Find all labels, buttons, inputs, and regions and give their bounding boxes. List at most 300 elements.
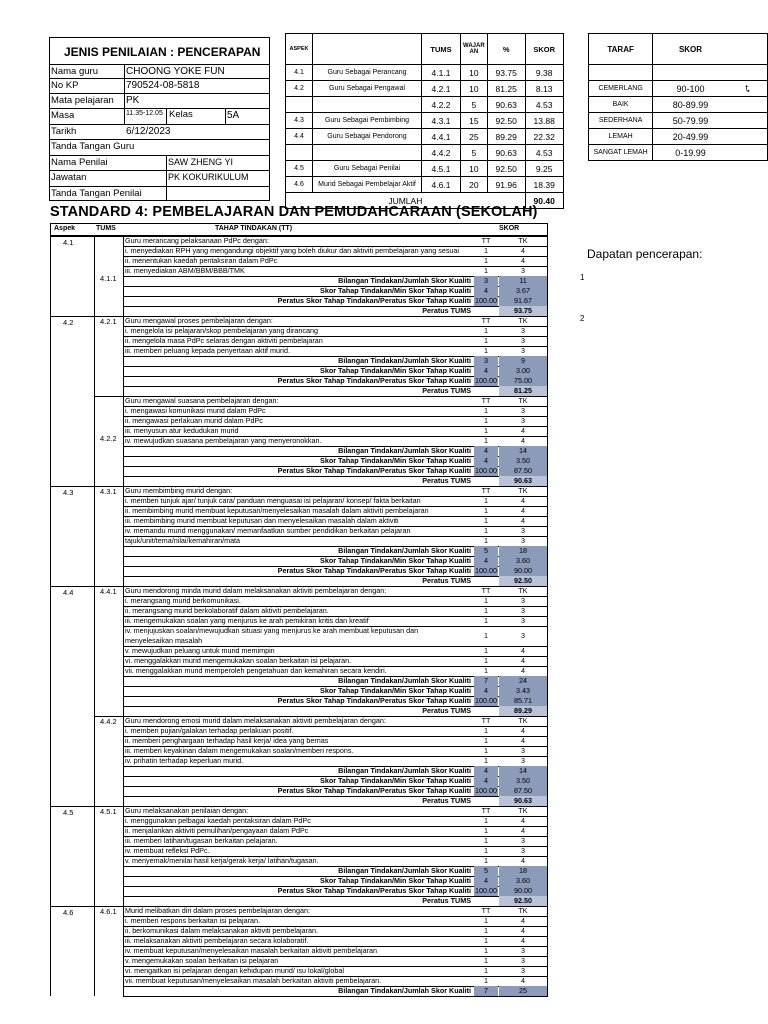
rubric-item-row bbox=[123, 816, 548, 826]
rubric-col-line bbox=[123, 236, 124, 316]
header-taraf-skor: SKOR bbox=[653, 34, 728, 65]
dapatan-label: Dapatan pencerapan: bbox=[587, 247, 703, 261]
rubric-item-tt: 1 bbox=[484, 926, 488, 935]
rubric-item-tk: 3 bbox=[521, 956, 525, 965]
rubric-item-row bbox=[123, 496, 548, 506]
rubric-item-tk: 4 bbox=[521, 246, 525, 255]
rubric-col-line bbox=[50, 806, 51, 906]
rubric-intro-row bbox=[123, 316, 548, 326]
rubric-bil-label: Bilangan Tindakan/Jumlah Skor Kualiti bbox=[338, 986, 471, 995]
rubric-item-tt: 1 bbox=[484, 936, 488, 945]
rubric-item-row bbox=[123, 936, 548, 946]
aspek-cell-percent: 92.50 bbox=[487, 161, 525, 177]
rubric-item-text: iv. membuat refleksi PdPc. bbox=[125, 846, 210, 855]
taraf-row bbox=[589, 113, 768, 129]
rubric-item-tt: 1 bbox=[484, 966, 488, 975]
rubric-item-row bbox=[123, 836, 548, 846]
rubric-item-tk: 4 bbox=[521, 496, 525, 505]
rubric-min-tk: 3.67 bbox=[499, 286, 547, 296]
rubric-tums-value: 90.63 bbox=[499, 796, 547, 806]
rubric-tt-header: TT bbox=[481, 806, 491, 815]
rubric-item-tk: 4 bbox=[521, 646, 525, 655]
rubric-tums-value: 93.75 bbox=[499, 306, 547, 316]
rubric-tt-header: TT bbox=[481, 316, 491, 325]
taraf-marker bbox=[728, 65, 768, 81]
rubric-item-tt: 1 bbox=[484, 426, 488, 435]
rubric-bil-tt: 7 bbox=[474, 676, 498, 686]
rubric-col-line bbox=[123, 716, 124, 806]
aspek-cell-wajaran: 20 bbox=[461, 177, 488, 193]
aspek-cell-skor: 4.53 bbox=[525, 97, 563, 113]
rubric-item-tk: 4 bbox=[521, 436, 525, 445]
standard-title: STANDARD 4: PEMBELAJARAN DAN PEMUDAHCARAAN (SEKOLAH) bbox=[50, 204, 538, 220]
aspek-cell-percent: 90.63 bbox=[487, 145, 525, 161]
rubric-intro-row bbox=[123, 396, 548, 406]
rubric-intro-text: Guru membimbing murid dengan: bbox=[125, 486, 233, 495]
rubric-item-tk: 4 bbox=[521, 826, 525, 835]
rubric-min-tk: 3.50 bbox=[499, 456, 547, 466]
info-row-line bbox=[49, 139, 269, 140]
info-label: Masa bbox=[51, 110, 75, 121]
rubric-per-tt: 100.00 bbox=[475, 296, 497, 305]
rubric-item-text: iv. mewujudkan suasana pembelajaran yang menyeronokkan. bbox=[125, 436, 322, 445]
info-row-line bbox=[49, 155, 269, 156]
rubric-col-line bbox=[547, 806, 548, 906]
info-row-line bbox=[49, 108, 269, 109]
rubric-item-row bbox=[123, 596, 548, 606]
rubric-item-text: iv. menjujuskan soalan/mewujudkan situasi yang menjurus ke arah membuat keputusan dan menyelesaikan masalah bbox=[125, 626, 419, 645]
rubric-col-line bbox=[123, 396, 124, 486]
rubric-bil-tk: 18 bbox=[499, 866, 547, 876]
aspek-cell-tums: 4.2.1 bbox=[422, 81, 461, 97]
rubric-per-row bbox=[123, 786, 548, 796]
rubric-intro-row bbox=[123, 486, 548, 496]
rubric-item-tk: 4 bbox=[521, 726, 525, 735]
header-blank bbox=[313, 34, 422, 65]
rubric-per-row bbox=[123, 886, 548, 896]
aspek-cell-wajaran: 5 bbox=[461, 97, 488, 113]
rubric-tums-row bbox=[123, 576, 548, 586]
taraf-label bbox=[589, 65, 653, 81]
rubric-col-line bbox=[547, 586, 548, 716]
rubric-item-tt: 1 bbox=[484, 836, 488, 845]
header-tums: TUMS bbox=[422, 34, 461, 65]
rubric-per-tt: 100.00 bbox=[475, 696, 497, 705]
rubric-bil-label: Bilangan Tindakan/Jumlah Skor Kualiti bbox=[338, 356, 471, 365]
aspek-row bbox=[286, 65, 564, 81]
rubric-bil-tt: 4 bbox=[474, 446, 498, 456]
rubric-col-line bbox=[94, 716, 95, 806]
rubric-header-tums: TUMS bbox=[96, 225, 116, 232]
rubric-bil-row bbox=[123, 276, 548, 286]
rubric-intro-row bbox=[123, 586, 548, 596]
rubric-item-text: iv. prihatin terhadap keperluan murid. bbox=[125, 756, 244, 765]
rubric-per-row bbox=[123, 566, 548, 576]
rubric-tums-label: Peratus TUMS bbox=[422, 306, 471, 315]
aspek-total-value: 90.40 bbox=[525, 193, 563, 209]
rubric-per-tk: 91.67 bbox=[499, 296, 547, 306]
rubric-item-text: i. memberi tunjuk ajar/ tunjuk cara/ panduan menguasai isi pelajaran/ konsep/ fakta berkaitan bbox=[125, 496, 421, 505]
info-divider-kelas2 bbox=[225, 108, 226, 124]
rubric-intro-text: Guru mendorong minda murid dalam melaksanakan aktiviti pembelajaran dengan: bbox=[125, 586, 387, 595]
rubric-col-line bbox=[50, 236, 51, 316]
info-label: Tarikh bbox=[51, 126, 77, 137]
rubric-header-skor: SKOR bbox=[499, 225, 520, 232]
rubric-min-label: Skor Tahap Tindakan/Min Skor Tahap Kualiti bbox=[320, 556, 471, 565]
rubric-tums: 4.5.1 bbox=[100, 807, 117, 816]
rubric-tk-header: TK bbox=[518, 906, 528, 915]
rubric-tums-value: 92.50 bbox=[499, 576, 547, 586]
aspek-cell-skor: 9.25 bbox=[525, 161, 563, 177]
rubric-col-line bbox=[547, 716, 548, 806]
rubric-item-tk: 4 bbox=[521, 426, 525, 435]
rubric-item-tt: 1 bbox=[484, 496, 488, 505]
taraf-marker: Ꮏ bbox=[728, 81, 768, 97]
info-label: No KP bbox=[51, 80, 79, 91]
rubric-item-row bbox=[123, 626, 548, 646]
rubric-item-row bbox=[123, 756, 548, 766]
rubric-per-tk: 85.71 bbox=[499, 696, 547, 706]
aspek-cell-wajaran: 15 bbox=[461, 113, 488, 129]
rubric-bil-tt: 7 bbox=[474, 986, 498, 996]
rubric-item-tk: 4 bbox=[521, 256, 525, 265]
rubric-item-tt: 1 bbox=[484, 616, 488, 625]
info-row-line bbox=[49, 186, 269, 187]
rubric-item-tt: 1 bbox=[484, 656, 488, 665]
rubric-item-row bbox=[123, 956, 548, 966]
rubric-tums-row bbox=[123, 896, 548, 906]
rubric-item-text: ii. memberi penghargaan terhadap hasil kerja/ idea yang bernas bbox=[125, 736, 329, 745]
rubric-item-text: i. mengelola isi pelajaran/skop pembelajaran yang dirancang bbox=[125, 326, 318, 335]
rubric-intro-row bbox=[123, 906, 548, 916]
taraf-marker bbox=[728, 129, 768, 145]
rubric-item-row bbox=[123, 526, 548, 536]
info-row-line bbox=[49, 124, 269, 125]
taraf-marker bbox=[728, 145, 768, 161]
rubric-col-line bbox=[50, 486, 51, 586]
rubric-intro-text: Guru merancang pelaksanaan PdPc dengan: bbox=[125, 236, 269, 245]
rubric-per-label: Peratus Skor Tahap Tindakan/Peratus Skor Tahap Kualiti bbox=[277, 296, 471, 305]
rubric-min-row bbox=[123, 776, 548, 786]
aspek-total-label: JUMLAH bbox=[286, 193, 526, 209]
info-value-kelas: 5A bbox=[227, 110, 240, 121]
aspek-cell-percent: 92.50 bbox=[487, 113, 525, 129]
rubric-tums-value: 90.63 bbox=[499, 476, 547, 486]
aspek-cell-peranan bbox=[313, 145, 422, 161]
rubric-tums: 4.1.1 bbox=[100, 274, 117, 283]
rubric-item-tt: 1 bbox=[484, 631, 488, 640]
assessment-type-title: JENIS PENILAIAN : PENCERAPAN bbox=[64, 45, 261, 59]
rubric-min-tk: 3.50 bbox=[499, 776, 547, 786]
rubric-tums-value: 92.50 bbox=[499, 896, 547, 906]
rubric-bil-row bbox=[123, 356, 548, 366]
aspek-cell-aspek: 4.1 bbox=[286, 65, 313, 81]
info-label: Tanda Tangan Penilai bbox=[51, 188, 142, 199]
header-taraf: TARAF bbox=[589, 34, 653, 65]
aspek-cell-percent: 90.63 bbox=[487, 97, 525, 113]
rubric-item-row bbox=[123, 326, 548, 336]
rubric-item-text: iii. menyusun atur kedudukan murid bbox=[125, 426, 239, 435]
rubric-item-text: i. mengawasi komunikasi murid dalam PdPc bbox=[125, 406, 266, 415]
rubric-tums-label: Peratus TUMS bbox=[422, 576, 471, 585]
rubric-item-tt: 1 bbox=[484, 736, 488, 745]
taraf-label: BAIK bbox=[589, 97, 653, 113]
rubric-item-text: v. mengemukakan soalan berkaitan isi pelajaran bbox=[125, 956, 279, 965]
rubric-item-tk: 3 bbox=[521, 756, 525, 765]
rubric-item-row bbox=[123, 926, 548, 936]
rubric-item-tk: 3 bbox=[521, 406, 525, 415]
rubric-col-line bbox=[123, 806, 124, 906]
aspek-cell-wajaran: 5 bbox=[461, 145, 488, 161]
aspek-cell-wajaran: 10 bbox=[461, 81, 488, 97]
rubric-per-tk: 87.50 bbox=[499, 466, 547, 476]
rubric-bil-row bbox=[123, 676, 548, 686]
rubric-bil-tk: 14 bbox=[499, 446, 547, 456]
aspek-row bbox=[286, 113, 564, 129]
rubric-item-row bbox=[123, 856, 548, 866]
rubric-tums-line bbox=[94, 236, 548, 237]
taraf-range: 50-79.99 bbox=[653, 113, 728, 129]
rubric-item-text: v. menyemak/menilai hasil kerja/gerak kerja/ latihan/tugasan. bbox=[125, 856, 319, 865]
rubric-item-tk: 3 bbox=[521, 596, 525, 605]
rubric-tk-header: TK bbox=[518, 716, 528, 725]
rubric-per-tk: 75.00 bbox=[499, 376, 547, 386]
info-label: Nama Penilai bbox=[51, 157, 108, 168]
info-label: Tanda Tangan Guru bbox=[51, 141, 135, 152]
rubric-item-text: vi. menggalakkan murid mengemukakan soalan berkaitan isi pelajaran. bbox=[125, 656, 352, 665]
rubric-item-text: ii. mengawasi perlakuan murid dalam PdPc bbox=[125, 416, 263, 425]
rubric-col-line bbox=[50, 396, 51, 486]
rubric-min-row bbox=[123, 456, 548, 466]
rubric-tums-row bbox=[123, 476, 548, 486]
rubric-item-row bbox=[123, 826, 548, 836]
rubric-tums-row bbox=[123, 706, 548, 716]
rubric-item-tk: 4 bbox=[521, 816, 525, 825]
rubric-bil-tt: 4 bbox=[474, 766, 498, 776]
aspek-cell-skor: 22.32 bbox=[525, 129, 563, 145]
rubric-item-row bbox=[123, 536, 548, 546]
rubric-item-tk: 4 bbox=[521, 916, 525, 925]
rubric-item-tt: 1 bbox=[484, 346, 488, 355]
rubric-intro-row bbox=[123, 716, 548, 726]
rubric-bil-tt: 5 bbox=[474, 866, 498, 876]
info-label: Nama guru bbox=[51, 66, 98, 77]
rubric-item-text: ii. mengelola masa PdPc selaras dengan aktiviti pembelajaran bbox=[125, 336, 323, 345]
rubric-tums-line bbox=[94, 906, 548, 907]
aspek-row bbox=[286, 177, 564, 193]
info-label: Mata pelajaran bbox=[51, 95, 114, 106]
rubric-min-tt: 4 bbox=[474, 686, 498, 696]
taraf-range: 80-89.99 bbox=[653, 97, 728, 113]
aspek-cell-percent: 89.29 bbox=[487, 129, 525, 145]
rubric-min-tt: 4 bbox=[474, 286, 498, 296]
rubric-per-label: Peratus Skor Tahap Tindakan/Peratus Skor Tahap Kualiti bbox=[277, 376, 471, 385]
taraf-range: 0-19.99 bbox=[653, 145, 728, 161]
rubric-item-row bbox=[123, 506, 548, 516]
rubric-item-row bbox=[123, 966, 548, 976]
rubric-item-row bbox=[123, 916, 548, 926]
rubric-tums: 4.2.1 bbox=[100, 317, 117, 326]
rubric-bil-tk: 24 bbox=[499, 676, 547, 686]
rubric-tk-header: TK bbox=[518, 486, 528, 495]
rubric-min-row bbox=[123, 686, 548, 696]
rubric-min-label: Skor Tahap Tindakan/Min Skor Tahap Kualiti bbox=[320, 776, 471, 785]
rubric-item-tk: 4 bbox=[521, 856, 525, 865]
rubric-per-label: Peratus Skor Tahap Tindakan/Peratus Skor Tahap Kualiti bbox=[277, 786, 471, 795]
rubric-item-tk: 3 bbox=[521, 746, 525, 755]
rubric-bil-label: Bilangan Tindakan/Jumlah Skor Kualiti bbox=[338, 276, 471, 285]
rubric-tums-label: Peratus TUMS bbox=[422, 796, 471, 805]
rubric-intro-text: Guru mendorong emosi murid dalam melaksanakan aktiviti pembelajaran dengan: bbox=[125, 716, 386, 725]
rubric-item-tt: 1 bbox=[484, 746, 488, 755]
aspek-cell-percent: 91.96 bbox=[487, 177, 525, 193]
dapatan-number-1: 1 bbox=[580, 273, 585, 282]
rubric-min-tt: 4 bbox=[474, 776, 498, 786]
rubric-header-tt: TAHAP TINDAKAN (TT) bbox=[215, 225, 293, 232]
aspek-cell-aspek: 4.4 bbox=[286, 129, 313, 145]
rubric-col-line bbox=[94, 316, 95, 396]
aspek-cell-percent: 81.25 bbox=[487, 81, 525, 97]
taraf-row bbox=[589, 145, 768, 161]
aspek-cell-skor: 9.38 bbox=[525, 65, 563, 81]
rubric-item-tt: 1 bbox=[484, 526, 488, 535]
rubric-item-tk: 3 bbox=[521, 606, 525, 615]
rubric-tums-label: Peratus TUMS bbox=[422, 476, 471, 485]
rubric-tums-line bbox=[94, 316, 548, 317]
rubric-item-tk: 3 bbox=[521, 326, 525, 335]
rubric-item-tk: 4 bbox=[521, 656, 525, 665]
rubric-col-line bbox=[94, 396, 95, 486]
rubric-intro-row bbox=[123, 806, 548, 816]
rubric-tk-header: TK bbox=[518, 236, 528, 245]
rubric-item-text: i. menggunakan pelbagai kaedah pentaksiran dalam PdPc bbox=[125, 816, 311, 825]
rubric-item-row bbox=[123, 616, 548, 626]
rubric-intro-text: Guru melaksanakan penilaian dengan: bbox=[125, 806, 249, 815]
taraf-label: CEMERLANG bbox=[589, 81, 653, 97]
rubric-item-text: tajuk/unit/tema/nilai/kemahiran/mata bbox=[125, 536, 241, 545]
rubric-item-text: v. mewujudkan peluang untuk murid memimpin bbox=[125, 646, 275, 655]
aspek-score-table bbox=[285, 33, 564, 209]
taraf-row bbox=[589, 81, 768, 97]
rubric-col-line bbox=[123, 586, 124, 716]
rubric-tk-header: TK bbox=[518, 586, 528, 595]
aspek-cell-aspek: 4.3 bbox=[286, 113, 313, 129]
rubric-tt-header: TT bbox=[481, 396, 491, 405]
rubric-item-text: vii. membuat keputusan/menyelesaikan masalah berkaitan aktiviti pembelajaran. bbox=[125, 976, 382, 985]
aspek-cell-tums: 4.6.1 bbox=[422, 177, 461, 193]
rubric-col-line bbox=[547, 396, 548, 486]
rubric-item-tt: 1 bbox=[484, 916, 488, 925]
rubric-tums: 4.2.2 bbox=[100, 434, 117, 443]
rubric-col-line bbox=[50, 316, 51, 396]
rubric-bil-row bbox=[123, 866, 548, 876]
rubric-aspek: 4.1 bbox=[63, 238, 74, 247]
info-divider-kelas bbox=[166, 108, 167, 124]
rubric-item-tt: 1 bbox=[484, 956, 488, 965]
rubric-bil-tt: 5 bbox=[474, 546, 498, 556]
rubric-min-row bbox=[123, 876, 548, 886]
aspek-cell-peranan: Guru Sebagai Pengawal bbox=[313, 81, 422, 97]
rubric-item-text: iii. menyediakan ABM/BBM/BBB/TMK bbox=[125, 266, 245, 275]
rubric-tt-header: TT bbox=[481, 486, 491, 495]
rubric-tums: 4.6.1 bbox=[100, 907, 117, 916]
rubric-min-tk: 3.43 bbox=[499, 686, 547, 696]
rubric-min-tk: 3.60 bbox=[499, 876, 547, 886]
rubric-per-row bbox=[123, 466, 548, 476]
rubric-item-text: i. menyediakan RPH yang mengandungi objektif yang boleh diukur dan aktiviti pembelajaran yang sesuai bbox=[125, 246, 460, 255]
rubric-bil-row bbox=[123, 986, 548, 996]
rubric-item-tk: 3 bbox=[521, 266, 525, 275]
rubric-item-tk: 3 bbox=[521, 416, 525, 425]
rubric-item-text: ii. berkomunikasi dalam melaksanakan aktiviti pembelajaran. bbox=[125, 926, 318, 935]
taraf-range: 20-49.99 bbox=[653, 129, 728, 145]
rubric-per-tt: 100.00 bbox=[475, 786, 497, 795]
rubric-item-tt: 1 bbox=[484, 826, 488, 835]
info-row-line bbox=[49, 93, 269, 94]
rubric-item-tk: 4 bbox=[521, 516, 525, 525]
aspek-cell-aspek: 4.2 bbox=[286, 81, 313, 97]
rubric-tums-value: 89.29 bbox=[499, 706, 547, 716]
rubric-item-row bbox=[123, 976, 548, 986]
rubric-item-tk: 3 bbox=[521, 946, 525, 955]
info-row-line bbox=[49, 78, 269, 79]
rubric-bil-row bbox=[123, 766, 548, 776]
aspek-cell-peranan: Guru Sebagai Penilai bbox=[313, 161, 422, 177]
rubric-item-tk: 3 bbox=[521, 966, 525, 975]
aspek-cell-peranan: Guru Sebagai Pendorong bbox=[313, 129, 422, 145]
taraf-marker bbox=[728, 113, 768, 129]
rubric-item-tt: 1 bbox=[484, 646, 488, 655]
rubric-per-tt: 100.00 bbox=[475, 466, 497, 475]
rubric-item-tk: 4 bbox=[521, 736, 525, 745]
rubric-item-tk: 3 bbox=[521, 536, 525, 545]
aspek-cell-tums: 4.1.1 bbox=[422, 65, 461, 81]
aspek-row bbox=[286, 145, 564, 161]
rubric-bil-tk: 25 bbox=[499, 986, 547, 996]
rubric-min-tt: 4 bbox=[474, 366, 498, 376]
rubric-tt-header: TT bbox=[481, 906, 491, 915]
rubric-item-row bbox=[123, 406, 548, 416]
rubric-item-row bbox=[123, 416, 548, 426]
rubric-col-line bbox=[94, 236, 95, 316]
rubric-min-label: Skor Tahap Tindakan/Min Skor Tahap Kualiti bbox=[320, 366, 471, 375]
rubric-item-tt: 1 bbox=[484, 516, 488, 525]
rubric-tums: 4.3.1 bbox=[100, 487, 117, 496]
rubric-col-line bbox=[94, 586, 95, 716]
rubric-item-text: ii. menentukan kaedah pentaksiran dalam PdPc bbox=[125, 256, 278, 265]
rubric-aspek: 4.2 bbox=[63, 318, 74, 327]
rubric-item-tk: 4 bbox=[521, 976, 525, 985]
rubric-item-tt: 1 bbox=[484, 856, 488, 865]
rubric-tums-line bbox=[94, 716, 548, 717]
rubric-item-row bbox=[123, 426, 548, 436]
rubric-item-tt: 1 bbox=[484, 266, 488, 275]
rubric-item-row bbox=[123, 726, 548, 736]
rubric-tums-label: Peratus TUMS bbox=[422, 386, 471, 395]
rubric-item-tt: 1 bbox=[484, 326, 488, 335]
aspek-cell-skor: 8.13 bbox=[525, 81, 563, 97]
rubric-tums-row bbox=[123, 386, 548, 396]
rubric-item-text: vi. mengaitkan isi pelajaran dengan kehidupan murid/ isu lokal/global bbox=[125, 966, 344, 975]
rubric-tums-line bbox=[94, 806, 548, 807]
rubric-item-row bbox=[123, 946, 548, 956]
rubric-item-text: i. memberi pujian/galakan terhadap perlakuan positif. bbox=[125, 726, 294, 735]
info-label-kelas: Kelas bbox=[169, 109, 193, 120]
taraf-row bbox=[589, 129, 768, 145]
header-taraf-pad bbox=[728, 34, 768, 65]
rubric-min-row bbox=[123, 556, 548, 566]
rubric-min-row bbox=[123, 286, 548, 296]
